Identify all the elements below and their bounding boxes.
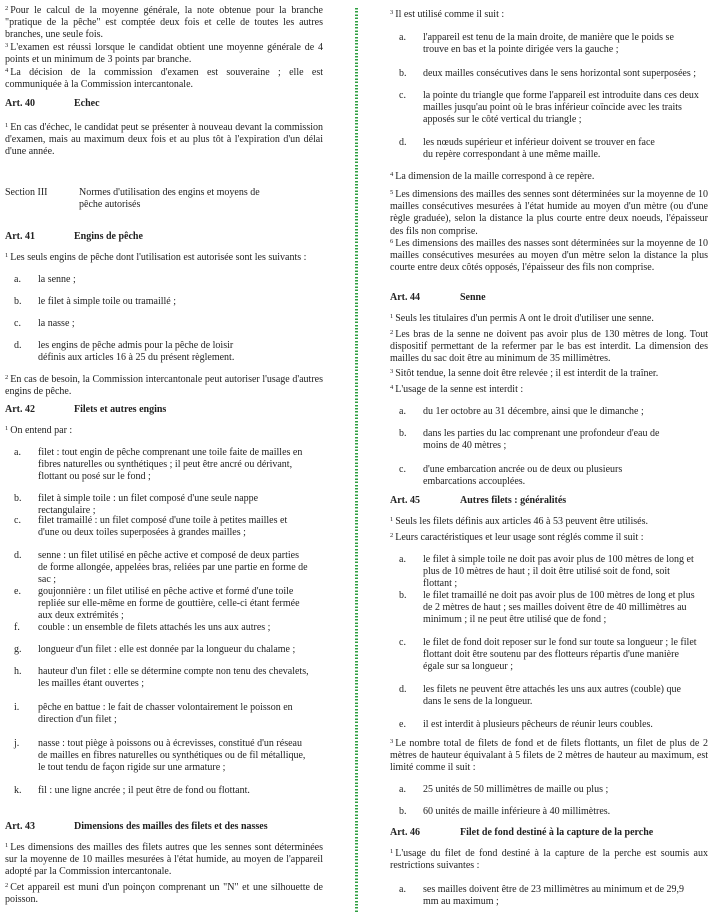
- section-title: Normes d'utilisation des engins et moyens de pêche autorisés: [79, 187, 260, 211]
- article-title: Filet de fond destiné à la capture de la perche: [460, 827, 654, 838]
- list-item: [14, 296, 310, 308]
- list-label: f.: [14, 622, 20, 633]
- list-label: d.: [14, 550, 22, 561]
- paragraph: [5, 374, 323, 398]
- section-heading: [5, 187, 323, 211]
- list-label: a.: [399, 32, 406, 43]
- list-item: [399, 68, 699, 80]
- article-heading: [390, 827, 708, 839]
- article-title: Autres filets : généralités: [460, 495, 567, 506]
- list-item: [399, 806, 699, 818]
- list-text: les engins de pêche admis pour la pêche de loisir définis aux articles 16 à 25 du présent règlement.: [38, 340, 235, 364]
- paragraph-text: La dimension de la maille correspond à ce repère.: [395, 171, 595, 182]
- paragraph-number: 3: [390, 738, 394, 745]
- list-item: [14, 340, 310, 364]
- paragraph: [5, 842, 323, 879]
- list-label: i.: [14, 702, 20, 713]
- list-text: la senne ;: [38, 274, 76, 285]
- list-label: d.: [14, 340, 22, 351]
- list-item: [14, 447, 310, 484]
- list-text: nasse : tout piège à poissons ou à écrevisses, constitué d'un réseau de mailles en fibres naturelles ou synthétiques ou de fil métallique, le tout tendu de façon rigide sur une armature ;: [38, 738, 306, 774]
- paragraph: [390, 313, 708, 325]
- list-label: c.: [14, 318, 21, 329]
- list-text: il est interdit à plusieurs pêcheurs de réunir leurs coubles.: [423, 719, 653, 730]
- list-text: couble : un ensemble de filets attachés les uns aux autres ;: [38, 622, 271, 633]
- list-label: a.: [14, 274, 21, 285]
- list-item: [14, 644, 310, 656]
- paragraph: [390, 516, 708, 528]
- paragraph-number: 3: [390, 9, 394, 16]
- paragraph-text: Les dimensions des mailles des filets autres que les sennes sont déterminées sur la moyenne de 10 mailles mesurées à l'état humide, au moyen de l'appareil adopté par la Commission intercantonale.: [5, 842, 323, 878]
- list-item: [399, 90, 699, 127]
- list-item: [399, 464, 699, 488]
- list-label: j.: [14, 738, 20, 749]
- list-label: c.: [399, 464, 406, 475]
- article-number: Art. 42: [5, 404, 35, 415]
- list-text: filet à simple toile : un filet composé d'une seule nappe rectangulaire ;: [38, 493, 259, 517]
- article-title: Dimensions des mailles des filets et des nasses: [74, 821, 268, 832]
- paragraph: [5, 252, 323, 264]
- paragraph: [5, 5, 323, 42]
- paragraph-number: 2: [5, 374, 9, 381]
- list-label: e.: [14, 586, 21, 597]
- list-label: a.: [399, 406, 406, 417]
- paragraph-text: L'usage de la senne est interdit :: [395, 384, 524, 395]
- list-text: dans les parties du lac comprenant une profondeur d'eau de moins de 40 mètres ;: [423, 428, 660, 452]
- list-text: les nœuds supérieur et inférieur doivent se trouver en face du repère correspondant à une même maille.: [423, 137, 655, 161]
- list-text: le filet tramaillé ne doit pas avoir plus de 100 mètres de long et plus de 2 mètres de haut ; ses mailles doivent être de 40 millimètres au minimum ; il ne peut être utilisé que de fond ;: [423, 590, 695, 626]
- list-text: 25 unités de 50 millimètres de maille ou plus ;: [423, 784, 609, 795]
- article-heading: [5, 404, 323, 416]
- paragraph-text: Les dimensions des mailles des nasses sont déterminées sur la moyenne de 10 mailles consécutives mesurées au moyen d'un mètre selon la distance la plus courte entre deux côtés opposés, l'épaisseur des fils non comprise.: [390, 238, 708, 274]
- paragraph-number: 5: [390, 189, 394, 196]
- list-item: [399, 406, 699, 418]
- list-text: fil : une ligne ancrée ; il peut être de fond ou flottant.: [38, 785, 250, 796]
- paragraph-number: 3: [390, 368, 394, 375]
- list-item: [14, 666, 310, 690]
- paragraph-number: 2: [390, 532, 394, 539]
- paragraph-text: Sitôt tendue, la senne doit être relevée ; il est interdit de la traîner.: [395, 368, 659, 379]
- paragraph-number: 4: [390, 384, 394, 391]
- article-heading: [5, 231, 323, 243]
- paragraph-text: Les bras de la senne ne doivent pas avoir plus de 130 mètres de long. Tout dispositif permettant de la refermer par le bas est interdit. La dimension des mailles du sac doit être au minimum de 35 millimètres.: [390, 329, 708, 365]
- paragraph-text: L'examen est réussi lorsque le candidat obtient une moyenne générale de 4 points et un minimum de 3 points par branche.: [5, 42, 323, 66]
- article-heading: [390, 292, 708, 304]
- list-label: b.: [399, 806, 407, 817]
- list-item: [14, 515, 310, 539]
- paragraph-number: 1: [5, 842, 9, 849]
- paragraph: [390, 738, 708, 775]
- list-text: longueur d'un filet : elle est donnée par la longueur du chalame ;: [38, 644, 296, 655]
- paragraph-number: 1: [390, 516, 394, 523]
- list-text: le filet à simple toile ou tramaillé ;: [38, 296, 177, 307]
- list-text: le filet de fond doit reposer sur le fond sur toute sa longueur ; le filet flottant doit être soutenu par des flotteurs répartis d'une manière égale sur sa longueur ;: [423, 637, 697, 673]
- paragraph-text: L'usage du filet de fond destiné à la capture de la perche est soumis aux restrictions suivantes :: [390, 848, 708, 872]
- list-item: [14, 586, 310, 623]
- column-divider: [355, 8, 358, 913]
- list-label: d.: [399, 684, 407, 695]
- article-number: Art. 41: [5, 231, 35, 242]
- paragraph-text: Les seuls engins de pêche dont l'utilisation est autorisée sont les suivants :: [10, 252, 307, 263]
- list-item: [399, 884, 699, 908]
- list-label: b.: [399, 428, 407, 439]
- list-text: du 1er octobre au 31 décembre, ainsi que le dimanche ;: [423, 406, 644, 417]
- paragraph-text: Seuls les filets définis aux articles 46 à 53 peuvent être utilisés.: [395, 516, 648, 527]
- list-text: deux mailles consécutives dans le sens horizontal sont superposées ;: [423, 68, 696, 79]
- list-item: [14, 622, 310, 634]
- paragraph: [390, 171, 708, 183]
- list-label: a.: [399, 884, 406, 895]
- list-item: [14, 318, 310, 330]
- list-item: [399, 32, 699, 56]
- list-label: b.: [399, 590, 407, 601]
- list-item: [399, 637, 699, 674]
- list-label: c.: [14, 515, 21, 526]
- paragraph-text: Seuls les titulaires d'un permis A ont le droit d'utiliser une senne.: [395, 313, 654, 324]
- article-title: Engins de pêche: [74, 231, 143, 242]
- list-label: e.: [399, 719, 406, 730]
- paragraph: [390, 329, 708, 366]
- article-heading: [5, 821, 323, 833]
- list-text: l'appareil est tenu de la main droite, de manière que le poids se trouve en bas et la pointe dirigée vers la gauche ;: [423, 32, 674, 56]
- article-number: Art. 44: [390, 292, 420, 303]
- list-label: b.: [14, 296, 22, 307]
- paragraph-number: 1: [390, 313, 394, 320]
- paragraph: [390, 368, 708, 380]
- paragraph: [5, 42, 323, 66]
- article-title: Echec: [74, 98, 100, 109]
- list-item: [399, 684, 699, 708]
- list-label: a.: [399, 784, 406, 795]
- list-item: [399, 590, 699, 627]
- list-text: senne : un filet utilisé en pêche active et composé de deux parties de forme allongée, appelées bras, reliées par une partie en forme de sac ;: [38, 550, 308, 586]
- list-item: [399, 784, 699, 796]
- paragraph: [390, 238, 708, 275]
- list-text: le filet à simple toile ne doit pas avoir plus de 100 mètres de long et plus de 10 mètres de haut ; il doit être utilisé soit de fond, soit flottant ;: [423, 554, 694, 590]
- paragraph-number: 1: [5, 122, 9, 129]
- list-label: h.: [14, 666, 22, 677]
- list-label: a.: [399, 554, 406, 565]
- list-text: goujonnière : un filet utilisé en pêche active et formé d'une toile repliée sur elle-même en forme de gouttière, celle-ci étant fermée aux deux extrémités ;: [38, 586, 300, 622]
- list-label: a.: [14, 447, 21, 458]
- list-text: hauteur d'un filet : elle se détermine compte non tenu des chevalets, les mailles étant ouvertes ;: [38, 666, 309, 690]
- paragraph: [390, 384, 708, 396]
- article-number: Art. 43: [5, 821, 35, 832]
- list-text: filet tramaillé : un filet composé d'une toile à petites mailles et d'une ou deux toiles superposées à grandes mailles ;: [38, 515, 288, 539]
- list-item: [14, 550, 310, 587]
- article-number: Art. 46: [390, 827, 420, 838]
- paragraph: [390, 532, 708, 544]
- list-item: [14, 738, 310, 775]
- paragraph: [390, 189, 708, 238]
- list-text: pêche en battue : le fait de chasser volontairement le poisson en direction d'un filet ;: [38, 702, 293, 726]
- list-item: [14, 274, 310, 286]
- list-text: ses mailles doivent être de 23 millimètres au minimum et de 29,9 mm au maximum ;: [423, 884, 685, 908]
- section-number: Section III: [5, 187, 48, 198]
- paragraph-number: 4: [5, 67, 9, 74]
- paragraph-number: 4: [390, 171, 394, 178]
- paragraph-text: Les dimensions des mailles des sennes sont déterminées sur la moyenne de 10 mailles consécutives mesurées à l'état humide au moyen d'un mètre (ou d'une règle graduée), selon la distance la plus courte entre deux noeuds, l'épaisseur des fils non comprise.: [390, 189, 708, 237]
- paragraph-text: En cas de besoin, la Commission intercantonale peut autoriser l'usage d'autres engins de pêche.: [5, 374, 323, 398]
- paragraph-text: En cas d'échec, le candidat peut se présenter à nouveau devant la commission d'examen, mais au maximum deux fois et au plus tôt à l'expiration d'un délai d'une année.: [5, 122, 323, 158]
- list-text: la nasse ;: [38, 318, 75, 329]
- list-label: d.: [399, 137, 407, 148]
- paragraph-text: On entend par :: [10, 425, 73, 436]
- article-heading: [5, 98, 323, 110]
- paragraph-text: Il est utilisé comme il suit :: [395, 9, 505, 20]
- list-label: k.: [14, 785, 22, 796]
- paragraph: [5, 67, 323, 91]
- paragraph: [390, 848, 708, 872]
- paragraph-text: Leurs caractéristiques et leur usage sont réglés comme il suit :: [395, 532, 644, 543]
- list-text: la pointe du triangle que forme l'appareil est introduite dans ces deux mailles jusqu'au point où le bras inférieur coïncide avec les traits apposés sur le côté vertical du triangle ;: [423, 90, 699, 126]
- paragraph: [390, 9, 708, 21]
- paragraph-number: 1: [5, 252, 9, 259]
- article-number: Art. 40: [5, 98, 35, 109]
- list-item: [14, 493, 310, 517]
- list-item: [14, 702, 310, 726]
- paragraph: [5, 122, 323, 159]
- article-title: Senne: [460, 292, 486, 303]
- list-item: [14, 785, 310, 797]
- paragraph-number: 2: [390, 329, 394, 336]
- list-label: b.: [399, 68, 407, 79]
- article-title: Filets et autres engins: [74, 404, 167, 415]
- list-label: b.: [14, 493, 22, 504]
- article-number: Art. 45: [390, 495, 420, 506]
- paragraph-text: Cet appareil est muni d'un poinçon comprenant un "N" et une silhouette de poisson.: [5, 882, 323, 906]
- paragraph: [5, 882, 323, 906]
- paragraph-number: 2: [5, 882, 9, 889]
- list-text: filet : tout engin de pêche comprenant une toile faite de mailles en fibres naturelles ou synthétiques ; il peut être ancré ou dérivant, flottant ou posé sur le fond ;: [38, 447, 303, 483]
- paragraph-number: 1: [5, 425, 9, 432]
- paragraph-text: La décision de la commission d'examen est souveraine ; elle est communiquée à la Commission intercantonale.: [5, 67, 323, 91]
- paragraph-number: 3: [5, 42, 9, 49]
- paragraph-number: 2: [5, 5, 9, 12]
- paragraph-text: Le nombre total de filets de fond et de filets flottants, un filet de plus de 2 mètres de hauteur équivalant à 5 filets de 2 mètres de hauteur au maximum, est limité comme il suit :: [390, 738, 708, 774]
- list-text: les filets ne peuvent être attachés les uns aux autres (couble) que dans le sens de la longueur.: [423, 684, 681, 708]
- list-label: g.: [14, 644, 22, 655]
- list-label: c.: [399, 637, 406, 648]
- list-text: d'une embarcation ancrée ou de deux ou plusieurs embarcations accouplées.: [423, 464, 623, 488]
- list-item: [399, 554, 699, 591]
- list-item: [399, 428, 699, 452]
- paragraph-number: 6: [390, 238, 394, 245]
- list-label: c.: [399, 90, 406, 101]
- paragraph-number: 1: [390, 848, 394, 855]
- article-heading: [390, 495, 708, 507]
- list-item: [399, 137, 699, 161]
- list-text: 60 unités de maille inférieure à 40 millimètres.: [423, 806, 611, 817]
- list-item: [399, 719, 699, 731]
- paragraph: [5, 425, 323, 437]
- paragraph-text: Pour le calcul de la moyenne générale, la note obtenue pour la branche "pratique de la pêche" est comptée deux fois et celle de toutes les autres branches, une seule fois.: [5, 5, 323, 41]
